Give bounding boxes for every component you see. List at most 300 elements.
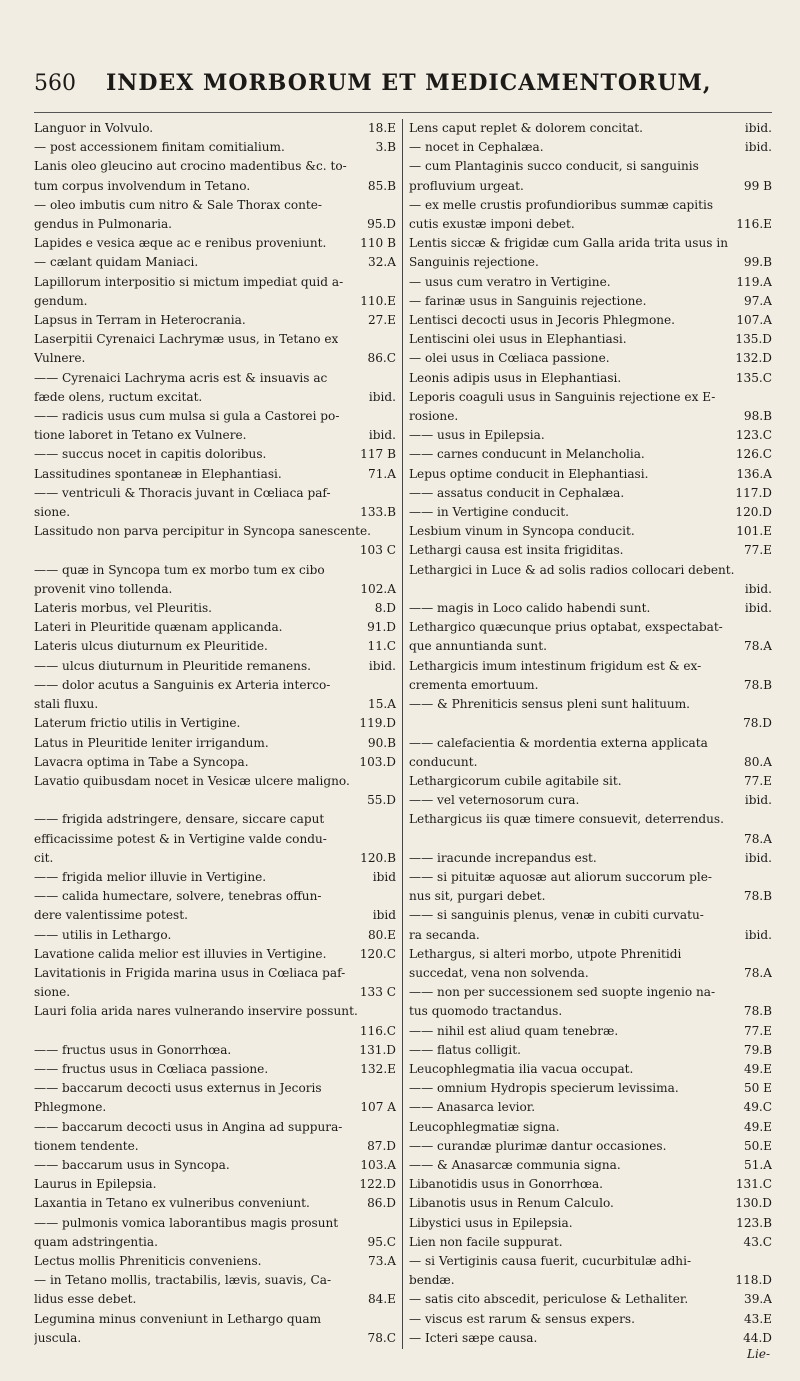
entry-reference: ibid xyxy=(372,908,396,923)
index-entry xyxy=(34,1060,396,1079)
entry-text: —— succus nocet in capitis doloribus. xyxy=(34,447,267,462)
entry-reference xyxy=(390,273,396,292)
entry-text: — ex melle crustis profundioribus summæ capitis xyxy=(409,197,714,212)
entry-text: —— omnium Hydropis specierum levissima. xyxy=(409,1081,679,1096)
index-entry xyxy=(409,561,772,580)
index-entry xyxy=(409,906,772,925)
index-entry xyxy=(409,926,772,945)
entry-reference: ibid. xyxy=(368,428,396,443)
page-header xyxy=(34,70,772,113)
index-entry xyxy=(34,388,396,407)
entry-text: Lesbium vinum in Syncopa conducit. xyxy=(409,524,635,539)
entry-reference xyxy=(390,484,396,503)
entry-text: Lethargicis imum intestinum frigidum est & ex- xyxy=(409,658,702,673)
entry-reference: 77.E xyxy=(743,1023,772,1038)
page-title: INDEX MORBORUM ET MEDICAMENTORUM, xyxy=(106,70,712,96)
index-entry xyxy=(34,1041,396,1060)
entry-reference: 55.D xyxy=(367,793,396,808)
entry-reference: 117.D xyxy=(735,485,772,500)
entry-reference xyxy=(766,657,772,676)
entry-text: —— si pituitæ aquosæ aut aliorum succorum ple- xyxy=(409,869,712,884)
entry-reference: 11.C xyxy=(367,639,396,654)
index-entry xyxy=(409,292,772,311)
entry-text: —— non per successionem sed suopte ingenio na- xyxy=(409,985,716,1000)
entry-reference: 107 A xyxy=(360,1100,396,1115)
entry-text: cutis exustæ imponi debet. xyxy=(409,217,575,232)
entry-reference xyxy=(390,1310,396,1329)
index-entry xyxy=(34,868,396,887)
entry-reference: 122.D xyxy=(359,1177,396,1192)
entry-reference xyxy=(390,810,396,829)
index-entry xyxy=(34,1079,396,1098)
entry-text: tus quomodo tractandus. xyxy=(409,1004,563,1019)
index-entry xyxy=(34,657,396,676)
index-entry xyxy=(409,791,772,810)
index-entry xyxy=(409,1137,772,1156)
entry-text: Lauri folia arida nares vulnerando inservire possunt. xyxy=(34,1004,358,1019)
index-entry xyxy=(34,580,396,599)
index-entry xyxy=(34,1271,396,1290)
entry-reference: ibid xyxy=(372,869,396,884)
index-entry xyxy=(34,1098,396,1117)
entry-reference: 49.E xyxy=(743,1061,772,1076)
entry-text: Languor in Volvulo. xyxy=(34,121,154,135)
entry-reference: 87.D xyxy=(367,1138,396,1153)
index-entry xyxy=(34,599,396,618)
index-entry xyxy=(409,253,772,272)
entry-text: cit. xyxy=(34,850,54,865)
entry-reference xyxy=(766,388,772,407)
entry-reference: 136.A xyxy=(736,466,772,481)
entry-text: Laterum frictio utilis in Vertigine. xyxy=(34,716,241,731)
index-entry xyxy=(409,657,772,676)
entry-reference xyxy=(390,772,396,791)
entry-reference xyxy=(390,157,396,176)
entry-text: —— utilis in Lethargo. xyxy=(34,927,172,942)
index-entry xyxy=(34,215,396,234)
entry-text: —— pulmonis vomica laborantibus magis prosunt xyxy=(34,1215,339,1230)
index-entry xyxy=(409,1156,772,1175)
index-entry xyxy=(409,945,772,964)
entry-reference: 51.A xyxy=(744,1157,772,1172)
entry-reference xyxy=(354,1348,396,1349)
index-entry xyxy=(409,1098,772,1117)
entry-reference xyxy=(390,676,396,695)
index-entry xyxy=(34,1252,396,1271)
entry-text: — post accessionem finitam comitialium. xyxy=(34,140,285,155)
entry-text: Lateris morbus, vel Pleuritis. xyxy=(34,601,212,616)
entry-reference: 116.E xyxy=(736,217,772,232)
entry-text: bendæ. xyxy=(409,1273,455,1288)
entry-reference: 131.C xyxy=(735,1177,772,1192)
index-entry xyxy=(409,714,772,733)
index-entry xyxy=(409,676,772,695)
index-entry xyxy=(34,887,396,906)
entry-reference: 102.A xyxy=(360,581,396,596)
entry-reference xyxy=(766,810,772,829)
entry-text: Libystici usus in Epilepsia. xyxy=(409,1215,573,1230)
index-entry xyxy=(409,1022,772,1041)
entry-reference xyxy=(766,157,772,176)
entry-reference xyxy=(390,964,396,983)
entry-reference: 84.E xyxy=(367,1292,396,1307)
entry-reference xyxy=(390,1118,396,1137)
index-entry xyxy=(409,1329,772,1348)
entry-text: —— Cyrenaici Lachryma acris est & insuavis ac xyxy=(34,370,328,385)
entry-text: — satis cito abscedit, periculose & Lethaliter. xyxy=(409,1292,689,1307)
index-entry xyxy=(409,695,772,714)
index-entry xyxy=(409,1194,772,1213)
entry-text: que annuntianda sunt. xyxy=(409,639,547,654)
index-entry xyxy=(34,445,396,464)
entry-reference xyxy=(766,868,772,887)
entry-reference: 80.E xyxy=(367,927,396,942)
entry-reference: 101.E xyxy=(736,524,772,539)
entry-reference: 99 B xyxy=(743,178,772,193)
entry-text: — usus cum veratro in Vertigine. xyxy=(409,274,611,289)
entry-text: Lethargus, si alteri morbo, utpote Phrenitidi xyxy=(409,946,682,961)
index-entry xyxy=(409,1252,772,1271)
index-entry xyxy=(409,1079,772,1098)
entry-text: Lapides e vesica æque ac e renibus proveniunt. xyxy=(34,236,327,251)
entry-text: —— calida humectare, solvere, tenebras offun- xyxy=(34,889,322,904)
entry-text: provenit vino tollenda. xyxy=(34,581,173,596)
entry-reference: ibid. xyxy=(744,850,772,865)
left-column xyxy=(34,119,403,1349)
entry-text: — viscus est rarum & sensus expers. xyxy=(409,1311,635,1326)
index-entry xyxy=(409,330,772,349)
index-entry xyxy=(34,369,396,388)
entry-reference xyxy=(390,1002,396,1021)
index-entry xyxy=(409,407,772,426)
index-entry xyxy=(34,695,396,714)
entry-text: Libanotidis usus in Gonorrhœa. xyxy=(409,1177,604,1192)
index-entry xyxy=(34,426,396,445)
entry-reference: 77.E xyxy=(743,773,772,788)
entry-reference: 78.A xyxy=(744,831,772,846)
entry-text: Phlegmone. xyxy=(34,1100,107,1115)
entry-reference: 79.B xyxy=(743,1042,772,1057)
entry-text: nus sit, purgari debet. xyxy=(409,889,546,904)
entry-reference: 126.C xyxy=(735,447,772,462)
entry-reference: ibid. xyxy=(744,140,772,155)
index-entry xyxy=(34,1118,396,1137)
index-entry xyxy=(34,618,396,637)
entry-text: succedat, vena non solvenda. xyxy=(409,965,589,980)
entry-reference xyxy=(766,906,772,925)
entry-text: —— calefacientia & mordentia externa applicata xyxy=(409,735,708,750)
entry-text xyxy=(34,1348,227,1349)
index-entry xyxy=(409,580,772,599)
entry-reference: 78.D xyxy=(743,716,772,731)
index-entry xyxy=(409,196,772,215)
entry-text: —— iracunde increpandus est. xyxy=(409,850,597,865)
entry-reference: 90.B xyxy=(367,735,396,750)
entry-reference: 132.D xyxy=(735,351,772,366)
entry-text: — cælant quidam Maniaci. xyxy=(34,255,199,270)
index-entry xyxy=(409,1348,772,1349)
entry-reference: 132.E xyxy=(360,1061,396,1076)
index-entry xyxy=(409,177,772,196)
entry-text: —— fructus usus in Gonorrhœa. xyxy=(34,1042,232,1057)
index-entry xyxy=(409,234,772,253)
entry-reference: 18.E xyxy=(367,121,396,135)
entry-text: Lanis oleo gleucino aut crocino madentibus &c. to- xyxy=(34,159,347,174)
index-entry xyxy=(409,503,772,522)
entry-text: —— nihil est aliud quam tenebræ. xyxy=(409,1023,619,1038)
index-entry xyxy=(409,868,772,887)
index-entry xyxy=(409,810,772,829)
entry-text: — cum Plantaginis succo conducit, si sanguinis xyxy=(409,159,699,174)
index-entry xyxy=(34,1214,396,1233)
entry-text: Lavatio quibusdam nocet in Vesicæ ulcere maligno. xyxy=(34,773,350,788)
index-entry xyxy=(409,1175,772,1194)
entry-reference: 49.E xyxy=(743,1119,772,1134)
entry-reference xyxy=(766,1252,772,1271)
index-entry xyxy=(409,465,772,484)
index-entry xyxy=(409,1041,772,1060)
index-entry xyxy=(409,388,772,407)
index-entry xyxy=(34,906,396,925)
entry-reference: 131.D xyxy=(359,1042,396,1057)
index-entry xyxy=(34,253,396,272)
entry-text: conducunt. xyxy=(409,754,478,769)
index-entry xyxy=(409,618,772,637)
entry-reference: ibid. xyxy=(744,793,772,808)
index-entry xyxy=(409,1118,772,1137)
entry-text: lidus esse debet. xyxy=(34,1292,137,1307)
index-entry xyxy=(34,561,396,580)
entry-reference xyxy=(390,561,396,580)
index-entry xyxy=(34,541,396,560)
entry-text: ra secanda. xyxy=(409,927,480,942)
entry-text: Lapsus in Terram in Heterocrania. xyxy=(34,313,246,328)
entry-text: Lavatione calida melior est illuvies in Vertigine. xyxy=(34,946,327,961)
entry-reference: 118.D xyxy=(735,1273,772,1288)
index-entry xyxy=(409,215,772,234)
index-entry xyxy=(409,830,772,849)
index-entry xyxy=(34,292,396,311)
index-entry xyxy=(409,734,772,753)
entry-reference: 91.D xyxy=(367,620,396,635)
entry-text: —— frigida adstringere, densare, siccare caput xyxy=(34,812,325,827)
entry-reference: 39.A xyxy=(744,1292,772,1307)
entry-reference xyxy=(390,369,396,388)
entry-reference: 3.B xyxy=(375,140,396,155)
entry-reference: 85.B xyxy=(367,178,396,193)
entry-text: —— baccarum decocti usus externus in Jecoris xyxy=(34,1081,322,1096)
entry-text: crementa emortuum. xyxy=(409,677,539,692)
index-entry xyxy=(34,1137,396,1156)
entry-text: —— fructus usus in Cœliaca passione. xyxy=(34,1061,269,1076)
entry-text: tionem tendente. xyxy=(34,1138,139,1153)
index-entry xyxy=(34,177,396,196)
entry-reference: 110 B xyxy=(360,236,396,251)
index-entry xyxy=(34,119,396,138)
entry-reference: 119.D xyxy=(359,716,396,731)
index-entry xyxy=(34,964,396,983)
index-entry xyxy=(34,1329,396,1348)
entry-reference: 49.C xyxy=(743,1100,772,1115)
index-entry xyxy=(34,1233,396,1252)
index-entry xyxy=(409,311,772,330)
index-entry xyxy=(409,599,772,618)
entry-text: dere valentissime potest. xyxy=(34,908,188,923)
entry-reference: 78.B xyxy=(743,677,772,692)
entry-text: —— Anasarca levior. xyxy=(409,1100,536,1115)
entry-reference xyxy=(390,330,396,349)
index-entry xyxy=(34,772,396,791)
entry-reference: ibid. xyxy=(744,601,772,616)
entry-reference: ibid. xyxy=(368,389,396,404)
entry-text: Leporis coaguli usus in Sanguinis rejectione ex E- xyxy=(409,389,716,404)
entry-text: efficacissime potest & in Vertigine valde condu- xyxy=(34,831,327,846)
entry-text: Lapillorum interpositio si mictum impediat quid a- xyxy=(34,274,344,289)
entry-reference xyxy=(390,1214,396,1233)
entry-text: Lentisci decocti usus in Jecoris Phlegmone. xyxy=(409,313,676,328)
entry-text: Lethargicus iis quæ timere consuevit, deterrendus. xyxy=(409,812,724,827)
index-entry xyxy=(409,983,772,1002)
entry-text: —— usus in Epilepsia. xyxy=(409,428,545,443)
entry-reference: 119.A xyxy=(736,274,772,289)
index-entry xyxy=(409,541,772,560)
entry-text: rosione. xyxy=(409,409,459,424)
index-entry xyxy=(409,426,772,445)
index-entry xyxy=(34,1348,396,1349)
entry-text: Laurus in Epilepsia. xyxy=(34,1177,157,1192)
entry-reference: 86.D xyxy=(367,1196,396,1211)
index-entry xyxy=(409,1290,772,1309)
index-entry xyxy=(34,714,396,733)
entry-text: —— ventriculi & Thoracis juvant in Cœliaca paf- xyxy=(34,485,331,500)
entry-text: Laserpitii Cyrenaici Lachrymæ usus, in Tetano ex xyxy=(34,332,339,347)
index-entry xyxy=(34,791,396,810)
entry-reference: 117 B xyxy=(360,447,396,462)
entry-reference: 73.A xyxy=(368,1253,396,1268)
entry-text: Laxantia in Tetano ex vulneribus conveniunt. xyxy=(34,1196,310,1211)
entry-text: —— flatus colligit. xyxy=(409,1042,521,1057)
entry-reference: 15.A xyxy=(368,697,396,712)
entry-text: —— & Phreniticis sensus pleni sunt halituum. xyxy=(409,697,691,712)
entry-reference xyxy=(390,522,396,541)
index-entry xyxy=(34,637,396,656)
entry-reference xyxy=(390,1079,396,1098)
entry-reference: ibid. xyxy=(744,121,772,135)
entry-text: Lethargico quæcunque prius optabat, exspectabat- xyxy=(409,620,723,635)
entry-reference: 110.E xyxy=(360,293,396,308)
index-entry xyxy=(34,983,396,1002)
entry-text: — farinæ usus in Sanguinis rejectione. xyxy=(409,293,647,308)
entry-text: sione. xyxy=(34,505,71,520)
entry-text: Sanguinis rejectione. xyxy=(409,255,539,270)
index-entry xyxy=(409,157,772,176)
index-entry xyxy=(409,119,772,138)
index-entry xyxy=(409,1060,772,1079)
entry-text: Lateris ulcus diuturnum ex Pleuritide. xyxy=(34,639,268,654)
entry-text: gendum. xyxy=(34,293,88,308)
right-column xyxy=(403,119,772,1349)
entry-reference: 130.D xyxy=(735,1196,772,1211)
entry-reference: 120.D xyxy=(735,505,772,520)
entry-reference xyxy=(766,983,772,1002)
entry-reference: 71.A xyxy=(368,466,396,481)
index-columns xyxy=(34,119,772,1349)
index-entry xyxy=(34,1002,396,1021)
index-entry xyxy=(409,1214,772,1233)
index-entry xyxy=(34,234,396,253)
entry-reference: 77.E xyxy=(743,543,772,558)
entry-reference: 99.B xyxy=(743,255,772,270)
entry-text: Lavitationis in Frigida marina usus in Cœliaca paf- xyxy=(34,965,346,980)
entry-text: Leonis adipis usus in Elephantiasi. xyxy=(409,370,622,385)
index-entry xyxy=(34,522,396,541)
entry-text: —— in Vertigine conducit. xyxy=(409,505,569,520)
entry-text: Lepus optime conducit in Elephantiasi. xyxy=(409,466,649,481)
entry-text: tione laboret in Tetano ex Vulnere. xyxy=(34,428,247,443)
entry-text: Leucophlegmatiæ signa. xyxy=(409,1119,560,1134)
index-entry xyxy=(34,830,396,849)
entry-reference xyxy=(390,887,396,906)
entry-reference: 120.B xyxy=(360,850,396,865)
entry-text: —— magis in Loco calido habendi sunt. xyxy=(409,601,651,616)
entry-text: quam adstringentia. xyxy=(34,1234,158,1249)
index-entry xyxy=(409,484,772,503)
entry-text: —— vel veternosorum cura. xyxy=(409,793,580,808)
entry-text: Lethargicorum cubile agitabile sit. xyxy=(409,773,622,788)
entry-reference: 43.C xyxy=(743,1234,772,1249)
page-number: 560 xyxy=(34,71,76,96)
index-entry xyxy=(409,637,772,656)
index-entry xyxy=(34,676,396,695)
entry-text: —— ulcus diuturnum in Pleuritide remanens. xyxy=(34,658,311,673)
index-entry xyxy=(34,945,396,964)
entry-text: Lateri in Pleuritide quænam applicanda. xyxy=(34,620,283,635)
entry-text: Lien non facile suppurat. xyxy=(409,1234,563,1249)
index-entry xyxy=(34,330,396,349)
entry-text: stali fluxu. xyxy=(34,697,99,712)
entry-text: Lethargi causa est insita frigiditas. xyxy=(409,543,624,558)
index-entry xyxy=(409,138,772,157)
entry-text: — Icteri sæpe causa. xyxy=(409,1330,538,1345)
entry-reference xyxy=(766,695,772,714)
entry-text: —— baccarum decocti usus in Angina ad suppura- xyxy=(34,1119,343,1134)
index-entry xyxy=(34,1290,396,1309)
entry-text: jusculа. xyxy=(34,1330,82,1345)
entry-reference: 78.A xyxy=(744,965,772,980)
entry-text: —— & Anasarcæ communia signa. xyxy=(409,1157,621,1172)
index-entry xyxy=(34,1156,396,1175)
entry-text: —— carnes conducunt in Melancholia. xyxy=(409,447,645,462)
entry-reference: 97.A xyxy=(744,293,772,308)
entry-reference: 86.C xyxy=(367,351,396,366)
entry-text: Legumina minus conveniunt in Lethargo quam xyxy=(34,1311,322,1326)
entry-text: —— curandæ plurimæ dantur occasiones. xyxy=(409,1138,667,1153)
entry-reference xyxy=(390,196,396,215)
entry-text: —— frigida melior illuvie in Vertigine. xyxy=(34,869,267,884)
entry-reference xyxy=(766,618,772,637)
entry-text: Latus in Pleuritide leniter irrigandum. xyxy=(34,735,269,750)
entry-reference: 116.C xyxy=(359,1023,396,1038)
index-entry xyxy=(409,964,772,983)
index-entry xyxy=(409,349,772,368)
entry-reference: 44.D xyxy=(743,1330,772,1345)
entry-reference: 78.B xyxy=(743,889,772,904)
entry-reference: 32.A xyxy=(368,255,396,270)
index-entry xyxy=(34,465,396,484)
entry-reference: 133 C xyxy=(359,985,396,1000)
index-entry xyxy=(409,1002,772,1021)
entry-reference xyxy=(390,830,396,849)
